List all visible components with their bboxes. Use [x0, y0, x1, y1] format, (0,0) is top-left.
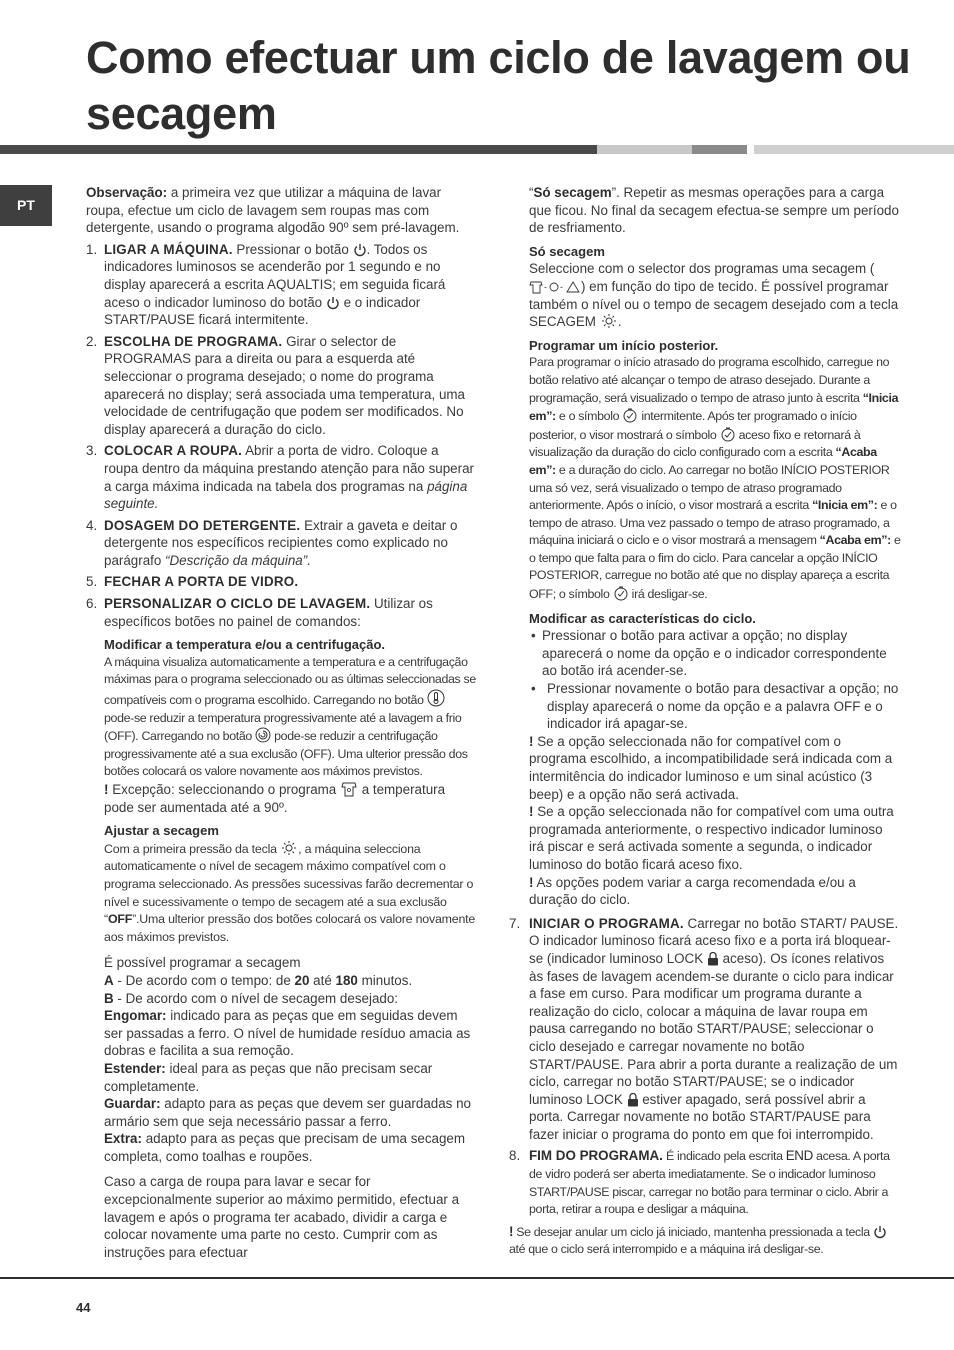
- delay-start-text: Para programar o início atrasado do programa escolhido, carregue no botão relativo até alcançar o tempo de atraso desejado. Durante a programação, será visualizado o tempo de atraso junto à escrita “Inicia em”: e o símbolo intermitente. Após ter programado o início posterior, o visor mostrará o símbolo aceso fixo e retornará à visualização da duração do ciclo configurado com a escrita “Acaba em”: e a duração do ciclo. Ao carregar no botão INÍCIO POSTERIOR uma só vez, será visualizado o tempo de atraso programado anteriormente. Após o início, o visor mostrará a escrita “Inicia em”: e o tempo de atraso. Uma vez passado o tempo de atraso programado, a máquina iniciará o ciclo e o visor mostrará a mensagem “Acaba em”: e o tempo que falta para o fim do ciclo. Para cancelar a opção INÍCIO POSTERIOR, carregue no botão até que no display apareça a escrita OFF; o símbolo irá desligar-se.: [529, 355, 901, 602]
- observation: Observação: a primeira vez que utilizar a máquina de lavar roupa, efectue um ciclo de lavagem sem roupas mas com detergente, usando o programa algodão 90º sem pré-lavagem.: [86, 185, 460, 236]
- drying-icon: [280, 840, 298, 856]
- step-6: 6. PERSONALIZAR O CICLO DE LAVAGEM. Utilizar os específicos botões no painel de comandos:: [86, 596, 433, 629]
- temperature-heading: Modificar a temperatura e/ou a centrifugação.: [104, 637, 386, 653]
- drying-heading: Ajustar a secagem: [104, 823, 219, 839]
- lock-icon: [627, 1092, 639, 1107]
- drying-continuation: “Só secagem”. Repetir as mesmas operações para a carga que ficou. No final da secagem efectua-se sempre um período de resfriamento.: [529, 185, 899, 236]
- warning-load: ! As opções podem variar a carga recomendada e/ou a duração do ciclo.: [529, 874, 856, 908]
- svg-text:-: -: [560, 281, 563, 292]
- drying-extra: Extra: adapto para as peças que precisam de uma secagem completa, como toalhas e roupões.: [104, 1131, 466, 1164]
- exception-note: ! Excepção: seleccionando o programa a temperatura pode ser aumentada até a 90º.: [104, 782, 446, 815]
- modify-cycle-heading: Modificar as características do ciclo.: [529, 610, 756, 626]
- drying-option-b: B - De acordo com o nível de secagem desejado:: [104, 990, 399, 1006]
- page-number: 44: [76, 1300, 91, 1315]
- power-icon: [353, 243, 367, 257]
- step-4: 4. DOSAGEM DO DETERGENTE. Extrair a gaveta e deitar o detergente nos específicos recipientes como explicado no parágrafo “Descrição da máquina”.: [86, 517, 458, 568]
- drying-option-a: A - De acordo com o tempo: de 20 até 180 minutos.: [104, 972, 413, 988]
- list-item: • Pressionar o botão para activar a opção; no display aparecerá o nome da opção e o indicador correspondente ao botão irá acender-se.: [531, 628, 887, 679]
- power-icon: [873, 1225, 887, 1239]
- drying-estender: Estender: ideal para as peças que não precisam secar completamente.: [104, 1060, 433, 1094]
- page-title: Como efectuar um ciclo de lavagem ou secagem: [86, 32, 911, 139]
- title-rule-light: [754, 145, 954, 154]
- drying-engomar: Engomar: indicado para as peças que em seguidas devem ser passadas a ferro. O nível de humidade resíduo amacia as dobras e facilita a sua remoção.: [104, 1008, 471, 1059]
- drying-programs-icon: [529, 280, 581, 294]
- svg-text:-: -: [544, 281, 547, 292]
- only-drying-heading: Só secagem: [529, 243, 605, 259]
- step-7: 7. INICIAR O PROGRAMA. Carregar no botão START/ PAUSE. O indicador luminoso ficará aceso fixo e a porta irá bloquear-se (indicador luminoso LOCK aceso). Os ícones relativos às fases de lavagem acendem-se durante o ciclo para indicar a fase em curso. Para modificar um programa durante a realização do ciclo, colocar a máquina de lavar roupa em pausa carregando no botão START/PAUSE; seleccionar o ciclo desejado e carregar novamente no botão START/PAUSE. Para abrir a porta durante a realização de um ciclo, carregar no botão START/PAUSE; se o indicador luminoso LOCK estiver apagado, será possível abrir a porta. Carregar novamente no botão START/PAUSE para fazer iniciar o programa do ponto em que foi interrompido.: [509, 915, 899, 1142]
- delay-timer-icon: [622, 407, 638, 423]
- warning-conflict: ! Se a opção seleccionada não for compatível com uma outra programada anteriormente, o respectivo indicador luminoso irá piscar e será activada somente a segunda, o indicador luminoso do botão ficará aceso fixo.: [529, 804, 894, 872]
- temperature-icon: [427, 689, 445, 707]
- step-6-details: [104, 636, 476, 1261]
- power-icon: [326, 296, 340, 310]
- warning-incompatible: ! Se a opção seleccionada não for compatível com o programa escolhido, a incompatibilidade será indicada com a intermitência do indicador luminoso e um sinal acústico (3 beep) e a opção não será activada.: [529, 733, 893, 802]
- list-item: • Pressionar novamente o botão para desactivar a opção; no display aparecerá o nome da opção e a palavra OFF e o indicador irá apagar-se.: [531, 681, 899, 732]
- delay-timer-icon: [720, 426, 736, 442]
- cotton-program-icon: [340, 781, 358, 797]
- step-2: 2. ESCOLHA DE PROGRAMA. Girar o selector de PROGRAMAS para a direita ou para a esquerda até seleccionar o programa desejado; o nome do programa aparecerá no display; será associada uma temperatura, uma velocidade de centrifugação que podem ser modificados. No display aparecerá a duração do ciclo.: [86, 333, 465, 437]
- drying-icon: [600, 313, 618, 329]
- only-drying-text: Seleccione com o selector dos programas uma secagem ( - - ) em função do tipo de tecido. É possível programar também o nível ou o tempo de secagem desejado com a tecla SECAGEM .: [529, 261, 899, 330]
- step-1: 1. LIGAR A MÁQUINA. Pressionar o botão . Todos os indicadores luminosos se acenderão por 1 segundo e no display aparecerá a escrita AQUALTIS; em seguida ficará aceso o indicador luminoso do botão e o indicador START/PAUSE ficará intermitente.: [86, 241, 446, 328]
- drying-text: Com a primeira pressão da tecla , a máquina selecciona automaticamente o nível de secagem máximo compatível com o programa seleccionado. As pressões sucessivas farão decrementar o nível e sucessivamente o tempo de secagem até a sua exclusão “OFF”.Uma ulterior pressão dos botões colocará os valore novamente aos máximos previstos.: [104, 841, 476, 944]
- right-column: [509, 184, 901, 1259]
- title-rule-mid: [597, 145, 692, 154]
- language-tab: PT: [0, 185, 52, 226]
- title-rule-dark2: [692, 145, 747, 154]
- step-8: 8. FIM DO PROGRAMA. É indicado pela escrita END acesa. A porta de vidro poderá ser aberta imediatamente. Se o indicador luminoso START/PAUSE piscar, carregar no botão para terminar o ciclo. Abrir a porta, retirar a roupa e desligar a máquina.: [509, 1148, 890, 1217]
- oversize-load-note: Caso a carga de roupa para lavar e secar for excepcionalmente superior ao máximo permitido, efectuar a lavagem e após o programa ter acabado, dividir a carga e colocar novamente uma parte no cesto. Cumprir com as instruções para efectuar: [104, 1174, 460, 1260]
- temperature-text: A máquina visualiza automaticamente a temperatura e a centrifugação máximas para o programa seleccionado ou as últimas seleccionadas se compatíveis com o programa escolhido. Carregando no botão pode-se reduzir a temperatura progressivamente até a lavagem a frio (OFF). Carregando no botão pode-se reduzir a centrifugação progressivamente até a sua exclusão (OFF). Uma ulterior pressão dos botões colocará os valore novamente aos máximos previstos.: [104, 654, 476, 779]
- footer-rule: [0, 1277, 954, 1279]
- delay-timer-icon: [613, 585, 629, 601]
- step-5: 5. FECHAR A PORTA DE VIDRO.: [86, 574, 299, 590]
- left-column: [86, 184, 476, 1261]
- spin-icon: [255, 727, 271, 743]
- delay-start-heading: Programar um início posterior.: [529, 337, 719, 353]
- lock-icon: [707, 951, 719, 966]
- cancel-cycle-note: ! Se desejar anular um ciclo já iniciado, mantenha pressionada a tecla até que o ciclo será interrompido e a máquina irá desligar-se.: [509, 1223, 901, 1259]
- drying-options-intro: É possível programar a secagem: [104, 955, 301, 971]
- drying-guardar: Guardar: adapto para as peças que devem ser guardadas no armário sem que seja necessário passar a ferro.: [104, 1096, 471, 1129]
- title-rule-dark: [0, 145, 597, 154]
- step-3: 3. COLOCAR A ROUPA. Abrir a porta de vidro. Coloque a roupa dentro da máquina prestando atenção para não superar a carga máxima indicada na tabela dos programas na página seguinte.: [86, 443, 474, 512]
